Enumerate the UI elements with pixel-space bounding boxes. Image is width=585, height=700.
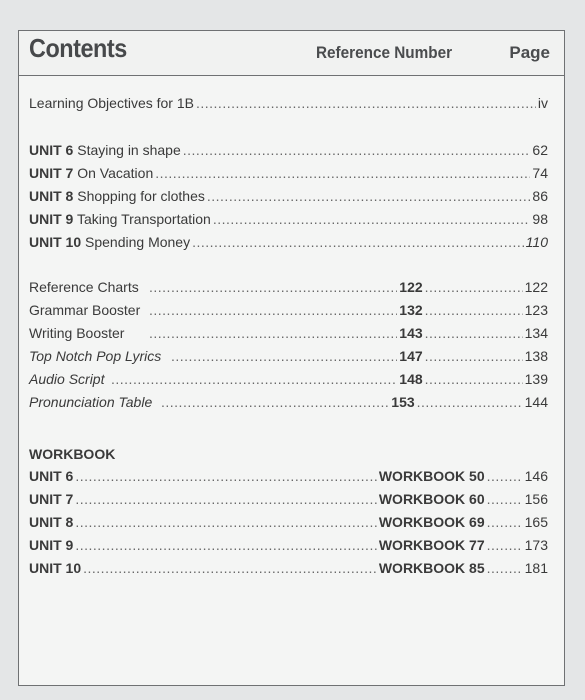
toc-row-workbook	[29, 534, 548, 556]
toc-page: iv	[537, 95, 548, 111]
toc-page: 134	[524, 325, 548, 341]
leader-dots	[213, 208, 531, 230]
toc-row-reference	[29, 368, 548, 390]
reference-number: 153	[391, 394, 415, 410]
workbook-reference: WORKBOOK 77	[378, 537, 485, 553]
toc-row-unit	[29, 185, 548, 207]
toc-row-unit	[29, 208, 548, 230]
toc-row-reference	[29, 391, 548, 413]
toc-page: 98	[532, 211, 548, 227]
unit-number: UNIT 10	[29, 234, 82, 250]
workbook-reference: WORKBOOK 50	[378, 468, 485, 484]
leader-dots	[149, 276, 397, 298]
reference-number: 122	[399, 279, 423, 295]
toc-page: 144	[524, 394, 548, 410]
toc-row-learning-objectives	[29, 92, 548, 114]
workbook-reference: WORKBOOK 85	[378, 560, 485, 576]
toc-page: 138	[524, 348, 548, 364]
toc-page: 181	[524, 560, 548, 576]
toc-row-workbook	[29, 511, 548, 533]
toc-row-workbook	[29, 557, 548, 579]
toc-page: 165	[524, 514, 548, 530]
toc-page: 110	[525, 234, 548, 250]
unit-number: UNIT 8	[29, 514, 74, 530]
toc-row-reference	[29, 345, 548, 367]
leader-dots	[425, 322, 523, 344]
leader-dots	[161, 391, 389, 413]
leader-dots	[425, 368, 523, 390]
leader-dots	[487, 465, 523, 487]
leader-dots	[149, 299, 397, 321]
toc-page: 86	[532, 188, 548, 204]
unit-number: UNIT 6	[29, 142, 74, 158]
toc-label: Reference Charts	[29, 279, 139, 295]
unit-number: UNIT 7	[29, 491, 74, 507]
toc-page: 74	[532, 165, 548, 181]
leader-dots	[111, 368, 397, 390]
unit-number: UNIT 6	[29, 468, 74, 484]
page-column-heading: Page	[509, 43, 550, 62]
contents-header	[19, 31, 564, 76]
unit-number: UNIT 7	[29, 165, 74, 181]
toc-label: Writing Booster	[29, 325, 125, 341]
leader-dots	[196, 92, 536, 114]
toc-row-unit	[29, 139, 548, 161]
workbook-reference: WORKBOOK 69	[378, 514, 485, 530]
toc-label: Grammar Booster	[29, 302, 141, 318]
leader-dots	[155, 162, 530, 184]
toc-label: Audio Script	[29, 371, 105, 387]
workbook-reference: WORKBOOK 60	[378, 491, 485, 507]
toc-row-reference	[29, 322, 548, 344]
leader-dots	[171, 345, 397, 367]
leader-dots	[487, 557, 523, 579]
unit-number: UNIT 8	[29, 188, 74, 204]
workbook-heading: WORKBOOK	[29, 446, 116, 462]
unit-title: Staying in shape	[77, 142, 181, 158]
unit-number: UNIT 9	[29, 211, 74, 227]
toc-page: 123	[524, 302, 548, 318]
toc-page: 156	[524, 491, 548, 507]
leader-dots	[83, 557, 377, 579]
leader-dots	[425, 299, 523, 321]
leader-dots	[487, 488, 523, 510]
toc-page: 173	[524, 537, 548, 553]
toc-label: Pronunciation Table	[29, 394, 153, 410]
unit-title: Taking Transportation	[76, 211, 211, 227]
toc-row-reference	[29, 276, 548, 298]
leader-dots	[425, 276, 523, 298]
leader-dots	[192, 231, 524, 253]
toc-row-unit	[29, 162, 548, 184]
leader-dots	[425, 345, 523, 367]
leader-dots	[487, 534, 523, 556]
leader-dots	[149, 322, 397, 344]
toc-row-reference	[29, 299, 548, 321]
leader-dots	[417, 391, 523, 413]
reference-number: 143	[399, 325, 423, 341]
leader-dots	[75, 534, 377, 556]
leader-dots	[75, 465, 377, 487]
toc-label: Top Notch Pop Lyrics	[29, 348, 162, 364]
page-title: Contents	[29, 33, 127, 63]
unit-number: UNIT 9	[29, 537, 74, 553]
reference-number-column-heading: Reference Number	[316, 43, 453, 62]
unit-number: UNIT 10	[29, 560, 82, 576]
reference-number: 132	[399, 302, 423, 318]
toc-page: 122	[524, 279, 548, 295]
leader-dots	[75, 511, 377, 533]
unit-title: On Vacation	[77, 165, 154, 181]
reference-number: 148	[399, 371, 423, 387]
toc-row-workbook	[29, 488, 548, 510]
leader-dots	[75, 488, 377, 510]
contents-page	[18, 30, 565, 686]
leader-dots	[207, 185, 531, 207]
toc-page: 62	[532, 142, 548, 158]
toc-row-unit	[29, 231, 548, 253]
leader-dots	[487, 511, 523, 533]
toc-label: Learning Objectives for 1B	[29, 95, 194, 111]
reference-number: 147	[399, 348, 423, 364]
toc-row-workbook	[29, 465, 548, 487]
unit-title: Spending Money	[85, 234, 191, 250]
leader-dots	[183, 139, 531, 161]
unit-title: Shopping for clothes	[77, 188, 205, 204]
toc-page: 146	[524, 468, 548, 484]
toc-page: 139	[524, 371, 548, 387]
